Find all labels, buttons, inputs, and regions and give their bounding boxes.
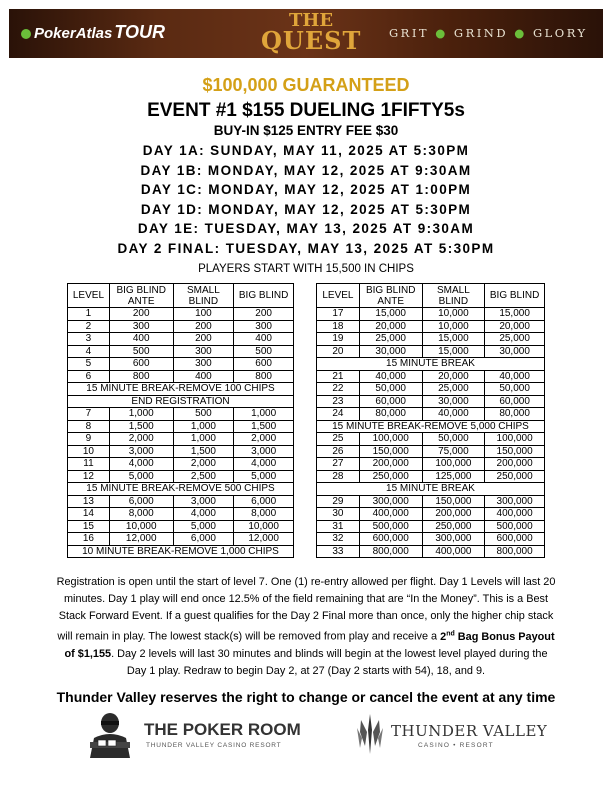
table-cell: 300 — [109, 320, 173, 333]
table-cell: 20,000 — [485, 320, 545, 333]
table-cell: 30,000 — [485, 345, 545, 358]
guarantee-heading: $100,000 GUARANTEED — [202, 75, 410, 95]
table-cell: 2,000 — [109, 433, 173, 446]
table-cell: 20 — [317, 345, 360, 358]
break-cell: 15 MINUTE BREAK-REMOVE 500 CHIPS — [68, 483, 294, 496]
table-row — [317, 320, 545, 333]
table-cell: 2 — [68, 320, 110, 333]
the-quest-logo: THE QUEST — [261, 10, 362, 55]
poker-chip-icon — [21, 29, 31, 39]
table-cell: 1,000 — [234, 408, 294, 421]
table-row — [317, 345, 545, 358]
table-cell: 30 — [317, 508, 360, 521]
table-cell: 4 — [68, 345, 110, 358]
table-cell: 500 — [173, 408, 234, 421]
table-cell: 20,000 — [359, 320, 422, 333]
table-cell: 15,000 — [422, 345, 485, 358]
thunder-valley-logo — [355, 712, 548, 758]
table-cell: 8,000 — [109, 508, 173, 521]
table-cell: 5,000 — [109, 470, 173, 483]
table-row — [317, 533, 545, 546]
tagline: GRIT ● GRIND ● GLORY — [389, 26, 588, 40]
starting-chips-line: PLAYERS START WITH 15,500 IN CHIPS — [198, 263, 414, 275]
table-cell: 125,000 — [422, 470, 485, 483]
table-cell: 400 — [234, 333, 294, 346]
table-cell: 300,000 — [422, 533, 485, 546]
table-cell: 14 — [68, 508, 110, 521]
table-cell: 50,000 — [359, 383, 422, 396]
day-line: DAY 1B: MONDAY, MAY 12, 2025 AT 9:30AM — [140, 162, 472, 178]
column-header: BIG BLIND ANTE — [109, 284, 173, 308]
table-cell: 800 — [109, 370, 173, 383]
table-row — [68, 358, 294, 371]
table-cell: 10,000 — [422, 308, 485, 321]
break-row — [317, 483, 545, 496]
disclaimer: Thunder Valley reserves the right to change or cancel the event at any time — [56, 689, 556, 705]
table-cell: 1,000 — [173, 420, 234, 433]
table-cell: 3,000 — [234, 445, 294, 458]
table-cell: 300,000 — [359, 495, 422, 508]
table-cell: 4,000 — [234, 458, 294, 471]
table-cell: 31 — [317, 520, 360, 533]
column-header: BIG BLIND — [485, 284, 545, 308]
dot-icon: ● — [514, 26, 527, 40]
table-cell: 1,000 — [109, 408, 173, 421]
break-row — [68, 483, 294, 496]
table-header-row — [317, 284, 545, 308]
table-cell: 6,000 — [234, 495, 294, 508]
table-row — [68, 420, 294, 433]
thunder-valley-title: THUNDER VALLEY — [391, 722, 548, 740]
table-cell: 200,000 — [485, 458, 545, 471]
break-row — [317, 358, 545, 371]
table-row — [317, 508, 545, 521]
table-cell: 25,000 — [422, 383, 485, 396]
table-cell: 1,500 — [234, 420, 294, 433]
table-row — [68, 458, 294, 471]
table-cell: 3,000 — [109, 445, 173, 458]
table-cell: 3 — [68, 333, 110, 346]
table-body — [68, 308, 294, 558]
day-schedule — [0, 141, 612, 258]
table-row — [317, 470, 545, 483]
table-cell: 8,000 — [234, 508, 294, 521]
break-cell: 15 MINUTE BREAK-REMOVE 100 CHIPS — [68, 383, 294, 396]
table-cell: 21 — [317, 370, 360, 383]
table-cell: 32 — [317, 533, 360, 546]
table-row — [317, 520, 545, 533]
table-row — [68, 470, 294, 483]
table-cell: 300 — [173, 345, 234, 358]
table-row — [68, 533, 294, 546]
table-cell: 12,000 — [234, 533, 294, 546]
table-cell: 1,500 — [173, 445, 234, 458]
table-cell: 25,000 — [359, 333, 422, 346]
header-banner — [9, 9, 603, 58]
table-cell: 2,000 — [234, 433, 294, 446]
table-cell: 3,000 — [173, 495, 234, 508]
table-cell: 150,000 — [485, 445, 545, 458]
table-cell: 2,500 — [173, 470, 234, 483]
table-cell: 15,000 — [359, 308, 422, 321]
table-cell: 400 — [173, 370, 234, 383]
day-line: DAY 1E: TUESDAY, MAY 13, 2025 AT 9:30AM — [137, 221, 475, 236]
table-cell: 200 — [173, 333, 234, 346]
table-cell: 15,000 — [422, 333, 485, 346]
table-cell: 30,000 — [359, 345, 422, 358]
table-cell: 60,000 — [485, 395, 545, 408]
table-cell: 400,000 — [485, 508, 545, 521]
table-cell: 150,000 — [422, 495, 485, 508]
table-cell: 24 — [317, 408, 360, 421]
table-row — [68, 495, 294, 508]
table-cell: 800,000 — [359, 545, 422, 558]
table-row — [68, 408, 294, 421]
table-cell: 75,000 — [422, 445, 485, 458]
table-cell: 200 — [173, 320, 234, 333]
table-cell: 250,000 — [359, 470, 422, 483]
column-header: SMALL BLIND — [173, 284, 234, 308]
table-row — [68, 520, 294, 533]
table-cell: 9 — [68, 433, 110, 446]
column-header: BIG BLIND — [234, 284, 294, 308]
break-cell: 15 MINUTE BREAK — [317, 483, 545, 496]
table-row — [68, 508, 294, 521]
table-cell: 80,000 — [485, 408, 545, 421]
day-line: DAY 1A: SUNDAY, MAY 11, 2025 AT 5:30PM — [142, 143, 470, 158]
table-row — [68, 370, 294, 383]
table-cell: 50,000 — [422, 433, 485, 446]
break-row — [68, 383, 294, 396]
table-cell: 500 — [109, 345, 173, 358]
poker-player-icon — [84, 712, 136, 758]
table-cell: 18 — [317, 320, 360, 333]
table-cell: 28 — [317, 470, 360, 483]
table-cell: 10,000 — [109, 520, 173, 533]
table-cell: 600,000 — [359, 533, 422, 546]
table-cell: 6,000 — [173, 533, 234, 546]
table-row — [317, 445, 545, 458]
event-title: EVENT #1 $155 DUELING 1FIFTY5s — [147, 100, 465, 121]
table-cell: 800,000 — [485, 545, 545, 558]
break-cell: 15 MINUTE BREAK-REMOVE 5,000 CHIPS — [317, 420, 545, 433]
table-cell: 10 — [68, 445, 110, 458]
table-cell: 4,000 — [173, 508, 234, 521]
table-cell: 60,000 — [359, 395, 422, 408]
table-cell: 29 — [317, 495, 360, 508]
break-cell: END REGISTRATION — [68, 395, 294, 408]
table-row — [68, 433, 294, 446]
table-cell: 250,000 — [485, 470, 545, 483]
table-cell: 25 — [317, 433, 360, 446]
table-cell: 33 — [317, 545, 360, 558]
table-row — [68, 320, 294, 333]
table-cell: 20,000 — [422, 370, 485, 383]
column-header: SMALL BLIND — [422, 284, 485, 308]
table-cell: 600 — [234, 358, 294, 371]
table-body — [317, 308, 545, 558]
table-header-row — [68, 284, 294, 308]
table-row — [317, 333, 545, 346]
table-cell: 12,000 — [109, 533, 173, 546]
break-cell: 15 MINUTE BREAK — [317, 358, 545, 371]
table-cell: 10,000 — [422, 320, 485, 333]
table-cell: 30,000 — [422, 395, 485, 408]
table-cell: 19 — [317, 333, 360, 346]
table-row — [317, 383, 545, 396]
table-row — [317, 395, 545, 408]
table-cell: 12 — [68, 470, 110, 483]
table-cell: 2,000 — [173, 458, 234, 471]
table-cell: 13 — [68, 495, 110, 508]
table-cell: 300 — [234, 320, 294, 333]
table-cell: 100,000 — [359, 433, 422, 446]
column-header: LEVEL — [317, 284, 360, 308]
bonus-payout-text: 2nd Bag Bonus Payout of $1,155 — [64, 630, 555, 660]
table-cell: 6,000 — [109, 495, 173, 508]
table-cell: 200,000 — [422, 508, 485, 521]
table-row — [68, 345, 294, 358]
table-cell: 16 — [68, 533, 110, 546]
table-row — [68, 445, 294, 458]
table-cell: 1 — [68, 308, 110, 321]
table-cell: 15,000 — [485, 308, 545, 321]
table-cell: 27 — [317, 458, 360, 471]
table-cell: 600 — [109, 358, 173, 371]
table-cell: 25,000 — [485, 333, 545, 346]
table-row — [317, 458, 545, 471]
rules-paragraph: Registration is open until the start of level 7. One (1) re-entry allowed per flight. Day 1 Levels will last 20 minutes. Day 1 play will end once 12.5% of the field remaining that are “In the Money”. This is a Best Stack Forward Event. If a guest qualifies for the Day 2 Final more than once, only the higher chip stack will remain in play. The lowest stack(s) will be removed from play and receive a 2nd Bag Bonus Payout of $1,155. Day 2 levels will last 30 minutes and blinds will begin at the lowest level played during the Day 1 play. Redraw to begin Day 2, at 27 (Day 2 starts with 54), 18, and 9. — [56, 576, 556, 677]
table-cell: 40,000 — [422, 408, 485, 421]
table-cell: 22 — [317, 383, 360, 396]
table-cell: 4,000 — [109, 458, 173, 471]
table-cell: 400 — [109, 333, 173, 346]
table-cell: 200 — [234, 308, 294, 321]
table-cell: 200 — [109, 308, 173, 321]
table-cell: 200,000 — [359, 458, 422, 471]
table-cell: 1,000 — [173, 433, 234, 446]
table-cell: 500 — [234, 345, 294, 358]
thunder-valley-subtitle: CASINO • RESORT — [418, 742, 494, 749]
dot-icon: ● — [435, 26, 448, 40]
table-row — [68, 333, 294, 346]
table-cell: 100,000 — [485, 433, 545, 446]
break-row — [317, 420, 545, 433]
table-row — [317, 308, 545, 321]
table-cell: 23 — [317, 395, 360, 408]
table-row — [317, 433, 545, 446]
table-row — [317, 370, 545, 383]
column-header: LEVEL — [68, 284, 110, 308]
table-cell: 800 — [234, 370, 294, 383]
table-cell: 300,000 — [485, 495, 545, 508]
table-cell: 250,000 — [422, 520, 485, 533]
table-cell: 6 — [68, 370, 110, 383]
table-row — [317, 545, 545, 558]
table-row — [317, 408, 545, 421]
day-line: DAY 1C: MONDAY, MAY 12, 2025 AT 1:00PM — [140, 182, 472, 197]
table-cell: 300 — [173, 358, 234, 371]
table-cell: 10,000 — [234, 520, 294, 533]
table-cell: 5,000 — [173, 520, 234, 533]
buyin-line: BUY-IN $125 ENTRY FEE $30 — [213, 123, 399, 138]
day-line: DAY 2 FINAL: TUESDAY, MAY 13, 2025 AT 5:30PM — [117, 240, 495, 256]
table-cell: 80,000 — [359, 408, 422, 421]
table-cell: 40,000 — [485, 370, 545, 383]
table-cell: 5 — [68, 358, 110, 371]
table-cell: 500,000 — [485, 520, 545, 533]
table-cell: 100,000 — [422, 458, 485, 471]
table-cell: 7 — [68, 408, 110, 421]
break-row — [68, 545, 294, 558]
break-cell: 10 MINUTE BREAK-REMOVE 1,000 CHIPS — [68, 545, 294, 558]
column-header: BIG BLIND ANTE — [359, 284, 422, 308]
thunder-valley-emblem-icon — [355, 712, 385, 756]
pokeratlas-logo: PokerAtlas TOUR — [21, 22, 165, 43]
table-cell: 26 — [317, 445, 360, 458]
day-line: DAY 1D: MONDAY, MAY 12, 2025 AT 5:30PM — [140, 201, 472, 217]
table-cell: 400,000 — [359, 508, 422, 521]
table-cell: 50,000 — [485, 383, 545, 396]
table-cell: 17 — [317, 308, 360, 321]
table-cell: 400,000 — [422, 545, 485, 558]
table-cell: 100 — [173, 308, 234, 321]
table-cell: 1,500 — [109, 420, 173, 433]
table-row — [68, 308, 294, 321]
table-cell: 600,000 — [485, 533, 545, 546]
break-row — [68, 395, 294, 408]
table-cell: 40,000 — [359, 370, 422, 383]
poker-room-title: THE POKER ROOM — [144, 720, 301, 739]
table-cell: 5,000 — [234, 470, 294, 483]
blind-structure-table-left — [67, 283, 294, 558]
table-cell: 15 — [68, 520, 110, 533]
poker-room-subtitle: THUNDER VALLEY CASINO RESORT — [146, 742, 282, 749]
blind-structure-table-right — [316, 283, 545, 558]
table-cell: 8 — [68, 420, 110, 433]
table-cell: 11 — [68, 458, 110, 471]
poker-room-logo — [84, 712, 302, 758]
table-row — [317, 495, 545, 508]
table-cell: 500,000 — [359, 520, 422, 533]
table-cell: 150,000 — [359, 445, 422, 458]
